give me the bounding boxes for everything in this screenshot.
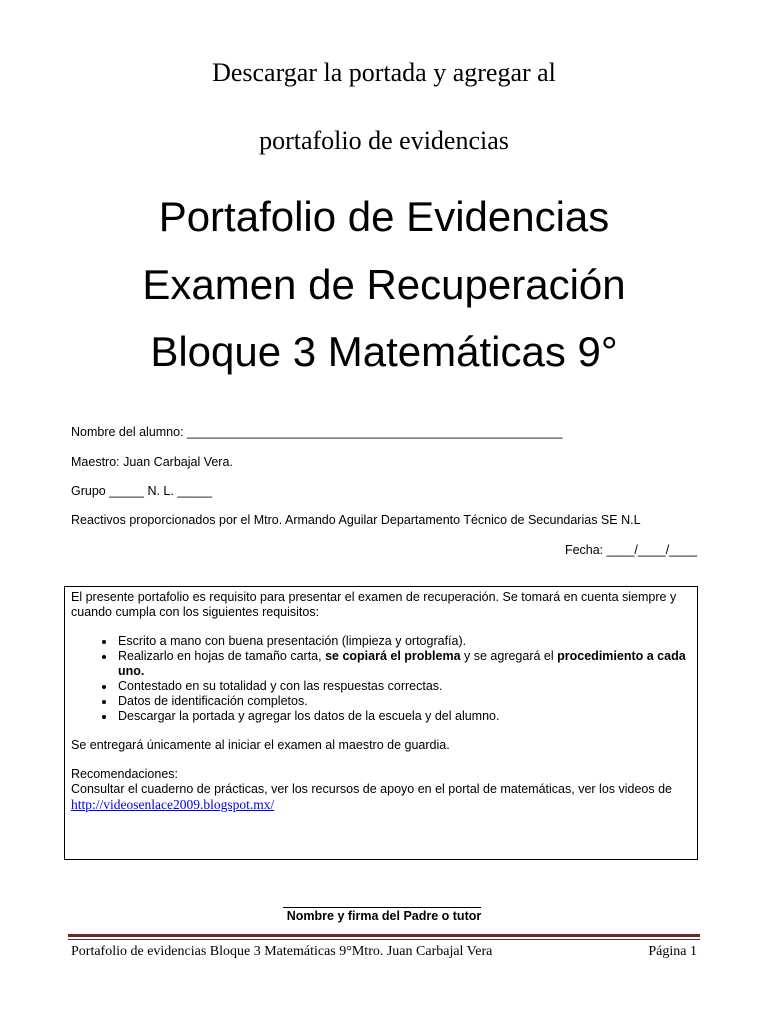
page-number: Página 1 — [648, 944, 697, 959]
date-field: Fecha: ____/____/____ — [564, 543, 697, 557]
list-item: • Escrito a mano con buena presentación (limpieza y ortografía). — [116, 634, 691, 649]
item2-text-a: Realizarlo en hojas de tamaño carta, — [118, 649, 326, 663]
intro-line-2: portafolio de evidencias — [259, 126, 509, 155]
footer-rule-thick — [68, 934, 700, 937]
title-line-3: Bloque 3 Matemáticas 9° — [150, 328, 618, 375]
list-item: • Descargar la portada y agregar los datos de la escuela y del alumno. — [116, 709, 691, 724]
requirements-list — [71, 634, 691, 724]
footer-title: Portafolio de evidencias Bloque 3 Matemáticas 9°Mtro. Juan Carbajal Vera — [71, 944, 493, 959]
teacher-line: Maestro: Juan Carbajal Vera. — [71, 455, 233, 469]
item2-bold-b: procedimiento a cada uno. — [118, 649, 686, 678]
footer-rule-thin — [68, 939, 700, 940]
intro-line-1: Descargar la portada y agregar al — [212, 58, 556, 87]
student-name-field: Nombre del alumno: ______________________________________________________ — [71, 425, 563, 439]
recommendations-label: Recomendaciones: — [71, 767, 179, 781]
list-item: • Contestado en su totalidad y con las respuestas correctas. — [116, 679, 691, 694]
item2-text-b: y se agregará el — [460, 649, 558, 663]
title-line-1: Portafolio de Evidencias — [158, 193, 610, 240]
signature-label: Nombre y firma del Padre o tutor — [286, 909, 482, 923]
group-field: Grupo _____ N. L. _____ — [71, 484, 213, 498]
videos-link[interactable]: http://videosenlace2009.blogspot.mx/ — [71, 797, 275, 812]
signature-line — [283, 907, 481, 908]
reactivos-line: Reactivos proporcionados por el Mtro. Armando Aguilar Departamento Técnico de Secundarias SE N.L — [71, 513, 641, 527]
requirements-intro: El presente portafolio es requisito para presentar el examen de recuperación. Se tomará en cuenta siempre y cuando cumpla con los siguientes requisitos: — [71, 590, 677, 619]
list-item: • Datos de identificación completos. — [116, 694, 691, 709]
item2-bold-a: se copiará el problema — [325, 649, 461, 663]
recommendations-text: Consultar el cuaderno de prácticas, ver los recursos de apoyo en el portal de matemáticas, ver los videos de — [71, 782, 673, 796]
list-item — [116, 649, 691, 679]
delivery-note: Se entregará únicamente al iniciar el examen al maestro de guardia. — [71, 738, 450, 752]
title-line-2: Examen de Recuperación — [142, 261, 626, 308]
requirements-box — [64, 586, 698, 860]
